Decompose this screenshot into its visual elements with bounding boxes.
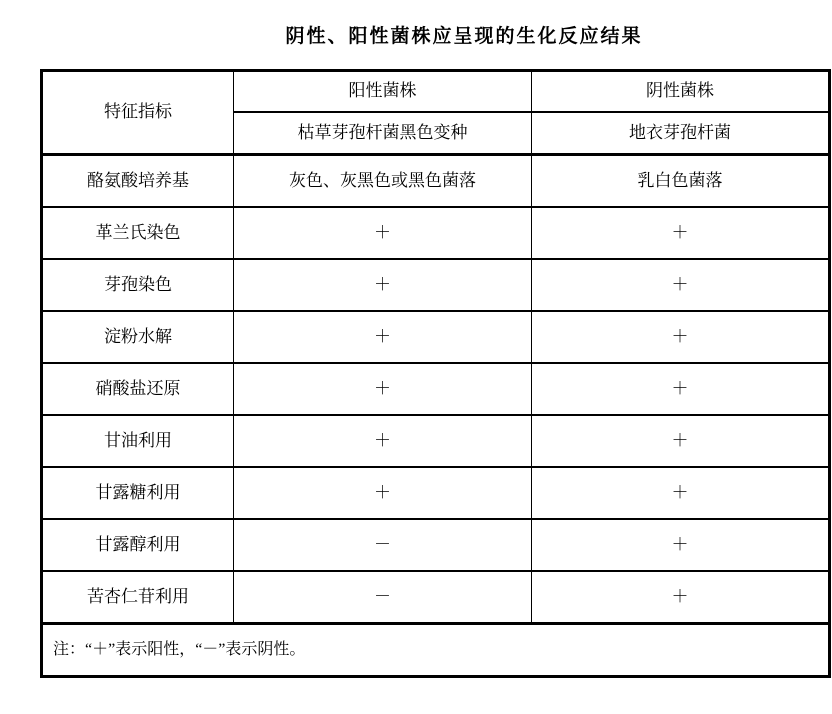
- table-row: [42, 363, 830, 415]
- negative-result-cell: ＋: [532, 259, 830, 311]
- table-row: [42, 519, 830, 571]
- table-row: [42, 571, 830, 624]
- indicator-cell: 硝酸盐还原: [42, 363, 234, 415]
- negative-result-cell: 乳白色菌落: [532, 155, 830, 208]
- indicator-header-cell: 特征指标: [42, 71, 234, 155]
- table-row: [42, 155, 830, 208]
- negative-result-cell: ＋: [532, 363, 830, 415]
- positive-result-cell: ＋: [234, 311, 532, 363]
- table-row: [42, 259, 830, 311]
- header-row-strain-type: [42, 71, 830, 113]
- indicator-cell: 淀粉水解: [42, 311, 234, 363]
- negative-strain-header-cell: 阴性菌株: [532, 71, 830, 113]
- indicator-cell: 甘油利用: [42, 415, 234, 467]
- negative-result-cell: ＋: [532, 467, 830, 519]
- negative-result-cell: ＋: [532, 311, 830, 363]
- negative-organism-cell: 地衣芽孢杆菌: [532, 112, 830, 155]
- positive-result-cell: －: [234, 519, 532, 571]
- positive-result-cell: ＋: [234, 363, 532, 415]
- indicator-cell: 芽孢染色: [42, 259, 234, 311]
- positive-result-cell: ＋: [234, 207, 532, 259]
- positive-result-cell: ＋: [234, 415, 532, 467]
- biochem-results-table: [40, 69, 831, 678]
- table-note: 注：“＋”表示阳性，“－”表示阴性。: [42, 624, 830, 677]
- positive-result-cell: ＋: [234, 467, 532, 519]
- positive-result-cell: －: [234, 571, 532, 624]
- indicator-cell: 苦杏仁苷利用: [42, 571, 234, 624]
- table-row: [42, 467, 830, 519]
- negative-result-cell: ＋: [532, 207, 830, 259]
- indicator-cell: 甘露醇利用: [42, 519, 234, 571]
- negative-result-cell: ＋: [532, 571, 830, 624]
- table-row: [42, 207, 830, 259]
- positive-strain-header-cell: 阳性菌株: [234, 71, 532, 113]
- negative-result-cell: ＋: [532, 519, 830, 571]
- positive-result-cell: 灰色、灰黑色或黑色菌落: [234, 155, 532, 208]
- indicator-cell: 酪氨酸培养基: [42, 155, 234, 208]
- negative-result-cell: ＋: [532, 415, 830, 467]
- note-row: [42, 624, 830, 677]
- positive-result-cell: ＋: [234, 259, 532, 311]
- indicator-cell: 甘露糖利用: [42, 467, 234, 519]
- table-row: [42, 311, 830, 363]
- table-row: [42, 415, 830, 467]
- page-title: 阴性、阳性菌株应呈现的生化反应结果: [285, 26, 643, 47]
- indicator-cell: 革兰氏染色: [42, 207, 234, 259]
- positive-organism-cell: 枯草芽孢杆菌黑色变种: [234, 112, 532, 155]
- document-page: [0, 26, 832, 678]
